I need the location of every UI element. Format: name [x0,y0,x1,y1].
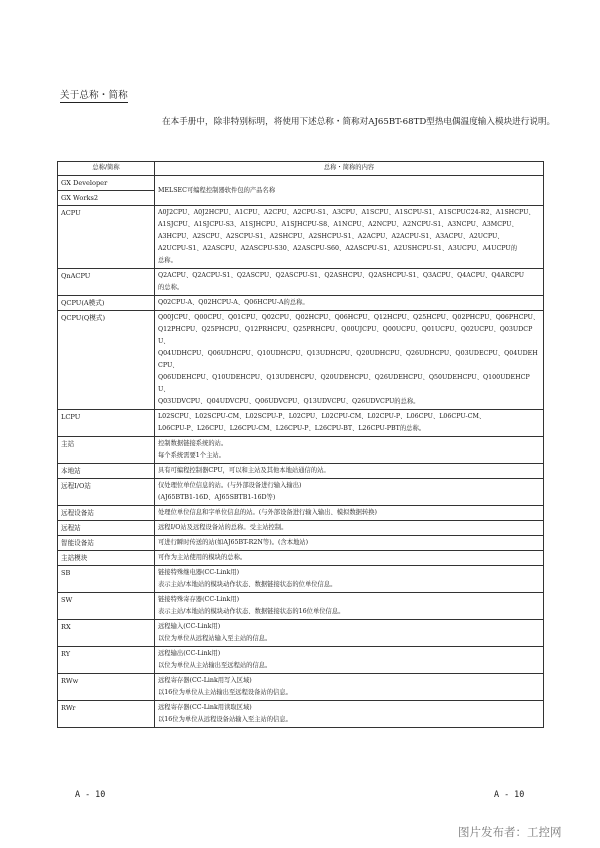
term-cell: QnACPU [58,269,155,296]
content-line: Q02CPU-A、Q02HCPU-A、Q06HCPU-A的总称。 [158,299,309,306]
content-cell [155,506,544,521]
content-cell [155,566,544,593]
table-row [58,176,544,191]
table-row [58,479,544,506]
publisher-watermark: 图片发布者：工控网 [458,825,562,839]
content-cell [155,521,544,536]
term-cell: 主站 [58,437,155,464]
table-row [58,269,544,296]
content-cell [155,437,544,464]
content-line: Q00JCPU、Q00CPU、Q01CPU、Q02CPU、Q02HCPU、Q06HCPU、Q12HCPU、Q25HCPU、Q02PHCPU、Q06PHCPU、 [158,314,540,321]
content-cell [155,311,544,410]
content-line: 链接特殊继电器(CC-Link用) [158,569,240,576]
term-cell: GX Developer [58,176,155,191]
page-number-left: A - 10 [75,789,106,799]
content-line: 仅处理位单位信息的站。(与外部设备进行输入输出) [158,482,302,489]
content-line: 远程I/O站及远程设备站的总称。受主站控制。 [158,524,288,531]
content-cell [155,674,544,701]
header-term: 总称/简称 [58,162,155,176]
table-row [58,620,544,647]
content-line: 处理位单位信息和字单位信息的站。(与外部设备进行输入输出、模拟数据转换) [158,509,378,516]
table-row [58,437,544,464]
content-line: L02SCPU、L02SCPU-CM、L02SCPU-P、L02CPU、L02CPU-CM、L02CPU-P、L06CPU、L06CPU-CM、 [158,413,486,420]
content-line: 链接特殊寄存器(CC-Link用) [158,596,240,603]
content-cell [155,206,544,269]
content-line: 以位为单位从主站输出至远程站的信息。 [158,662,272,669]
content-line: A0J2CPU、A0J2HCPU、A1CPU、A2CPU、A2CPU-S1、A3CPU、A1SCPU、A1SCPU-S1、A1SCPUC24-R2、A1SHCPU、 [158,209,535,216]
table-row [58,536,544,551]
table-header-row [58,162,544,176]
content-cell [155,464,544,479]
content-cell [155,620,544,647]
table-row [58,647,544,674]
table-row [58,701,544,728]
table-row [58,521,544,536]
content-cell [155,647,544,674]
content-line: L06CPU-P、L26CPU、L26CPU-CM、L26CPU-P、L26CPU-BT、L26CPU-PBT的总称。 [158,425,426,432]
content-line: Q04UDHCPU、Q06UDHCPU、Q10UDHCPU、Q13UDHCPU、Q20UDHCPU、Q26UDHCPU、Q03UDECPU、Q04UDEHCPU、 [158,350,538,369]
content-line: 远程输入(CC-Link用) [158,623,221,630]
table-row [58,296,544,311]
content-line: 具有可编程控制器CPU，可以和主站及其他本地站通信的站。 [158,467,330,474]
content-line: Q12PHCPU、Q25PHCPU、Q12PRHCPU、Q25PRHCPU、Q00UJCPU、Q00UCPU、Q01UCPU、Q02UCPU、Q03UDCPU、 [158,326,533,345]
content-line: 的总称。 [158,284,184,291]
content-cell [155,296,544,311]
term-cell: 主站模块 [58,551,155,566]
content-line: 总称。 [158,257,177,264]
term-cell: RWw [58,674,155,701]
table-row [58,311,544,410]
table-row [58,464,544,479]
content-line: (AJ65BTB1-16D、AJ65SBTB1-16D等) [158,494,276,501]
table-row [58,593,544,620]
content-line: 以16位为单位从主站输出至远程设备站的信息。 [158,689,292,696]
term-cell: RWr [58,701,155,728]
term-cell: RY [58,647,155,674]
terms-table [57,161,544,728]
term-cell: SW [58,593,155,620]
content-line: 远程寄存器(CC-Link用读取区域) [158,704,252,711]
table-row [58,410,544,437]
content-line: Q06UDEHCPU、Q10UDEHCPU、Q13UDEHCPU、Q20UDEHCPU、Q26UDEHCPU、Q50UDEHCPU、Q100UDEHCPU、 [158,374,530,393]
content-cell [155,551,544,566]
content-line: A1SJCPU、A1SJCPU-S3、A1SJHCPU、A1SJHCPU-S8、A1NCPU、A2NCPU、A2NCPU-S1、A3NCPU、A3MCPU、 [158,221,518,228]
content-line: Q03UDVCPU、Q04UDVCPU、Q06UDVCPU、Q13UDVCPU、Q26UDVCPU的总称。 [158,398,420,405]
term-cell: RX [58,620,155,647]
table-row [58,206,544,269]
intro-paragraph: 在本手册中，除非特别标明，将使用下述总称・简称对AJ65BT-68TD型热电偶温度输入模块进行说明。 [162,117,556,127]
table-row [58,506,544,521]
content-line: 以位为单位从远程站输入至主站的信息。 [158,635,272,642]
term-cell: SB [58,566,155,593]
content-line: 可作为主站使用的模块的总称。 [158,554,247,561]
table-row [58,566,544,593]
section-title: 关于总称・简称 [60,87,128,103]
content-cell [155,701,544,728]
content-line: 表示主站/本地站的模块动作状态、数据链接状态的16位单位信息。 [158,608,345,615]
content-line: A2UCPU-S1、A2ASCPU、A2ASCPU-S30、A2ASCPU-S60、A2ASCPU-S1、A2USHCPU-S1、A3UCPU、A4UCPU的 [158,245,517,252]
content-cell [155,536,544,551]
content-cell [155,410,544,437]
content-line: 每个系统需要1个主站。 [158,452,225,459]
term-cell: LCPU [58,410,155,437]
term-cell: 远程I/O站 [58,479,155,506]
content-line: A3HCPU、A2SCPU、A2SCPU-S1、A2SHCPU、A2SHCPU-S1、A2ACPU、A2ACPU-S1、A3ACPU、A2UCPU、 [158,233,504,240]
content-cell: MELSEC可编程控制器软件包的产品名称 [155,176,544,206]
header-content: 总称・简称的内容 [155,162,544,176]
term-cell: 远程站 [58,521,155,536]
content-line: 以16位为单位从远程设备站输入至主站的信息。 [158,716,292,723]
term-cell: 远程设备站 [58,506,155,521]
content-cell [155,479,544,506]
table-row [58,551,544,566]
content-cell [155,269,544,296]
content-cell [155,593,544,620]
content-line: Q2ACPU、Q2ACPU-S1、Q2ASCPU、Q2ASCPU-S1、Q2ASHCPU、Q2ASHCPU-S1、Q3ACPU、Q4ACPU、Q4ARCPU [158,272,525,279]
term-cell: QCPU(Q模式) [58,311,155,410]
term-cell: GX Works2 [58,191,155,206]
table-row [58,674,544,701]
term-cell: ACPU [58,206,155,269]
term-cell: 智能设备站 [58,536,155,551]
term-cell: 本地站 [58,464,155,479]
content-line: 可进行瞬时传送的站(如AJ65BT-R2N等)。(含本地站) [158,539,309,546]
term-cell: QCPU(A模式) [58,296,155,311]
content-line: 远程寄存器(CC-Link用写入区域) [158,677,252,684]
content-line: 远程输出(CC-Link用) [158,650,221,657]
content-line: 控制数据链接系统的站。 [158,440,228,447]
page-number-right: A - 10 [494,789,525,799]
content-line: 表示主站/本地站的模块动作状态、数据链接状态的位单位信息。 [158,581,337,588]
